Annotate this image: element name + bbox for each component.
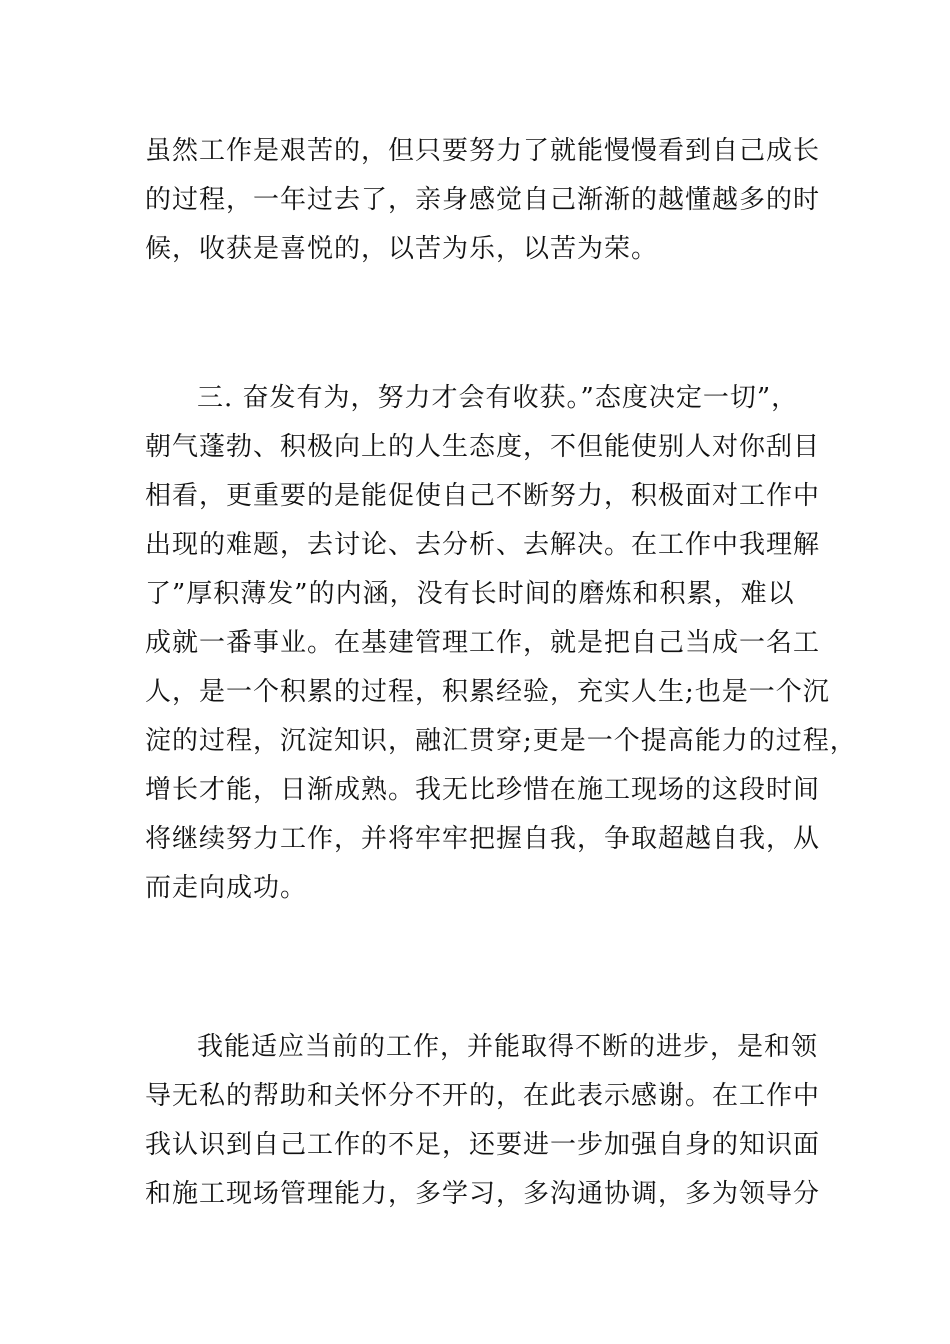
text-line: 了”厚积薄发”的内涵，没有长时间的磨炼和积累，难以	[145, 579, 795, 609]
text-line: 我能适应当前的工作，并能取得不断的进步，是和领	[197, 1032, 819, 1062]
text-line: 和施工现场管理能力，多学习，多沟通协调，多为领导分	[145, 1179, 821, 1209]
paragraph-section-three	[145, 374, 857, 913]
text-line: 候，收获是喜悦的，以苦为乐，以苦为荣。	[145, 234, 659, 264]
paragraph-growth-reflection	[145, 127, 835, 274]
text-line: 相看，更重要的是能促使自己不断努力，积极面对工作中	[145, 481, 821, 511]
text-line: 三. 奋发有为，努力才会有收获。”态度决定一切”，	[197, 383, 799, 413]
text-line: 的过程，一年过去了，亲身感觉自己渐渐的越懂越多的时	[145, 185, 821, 215]
text-line: 成就一番事业。在基建管理工作，就是把自己当成一名工	[145, 628, 821, 658]
text-line: 人，是一个积累的过程，积累经验，充实人生;也是一个沉	[145, 677, 830, 707]
text-line: 我认识到自己工作的不足，还要进一步加强自身的知识面	[145, 1130, 821, 1160]
text-line: 虽然工作是艰苦的，但只要努力了就能慢慢看到自己成长	[145, 136, 821, 166]
text-line: 而走向成功。	[145, 873, 308, 903]
text-line: 将继续努力工作，并将牢牢把握自我，争取超越自我，从	[145, 824, 821, 854]
text-line: 出现的难题，去讨论、去分析、去解决。在工作中我理解	[145, 530, 821, 560]
text-line: 导无私的帮助和关怀分不开的，在此表示感谢。在工作中	[145, 1081, 821, 1111]
text-line: 朝气蓬勃、积极向上的人生态度，不但能使别人对你刮目	[145, 432, 821, 462]
text-line: 淀的过程，沉淀知识，融汇贯穿;更是一个提高能力的过程，	[145, 726, 857, 756]
text-line: 增长才能，日渐成熟。我无比珍惜在施工现场的这段时间	[145, 775, 821, 805]
paragraph-gratitude	[145, 1023, 835, 1219]
